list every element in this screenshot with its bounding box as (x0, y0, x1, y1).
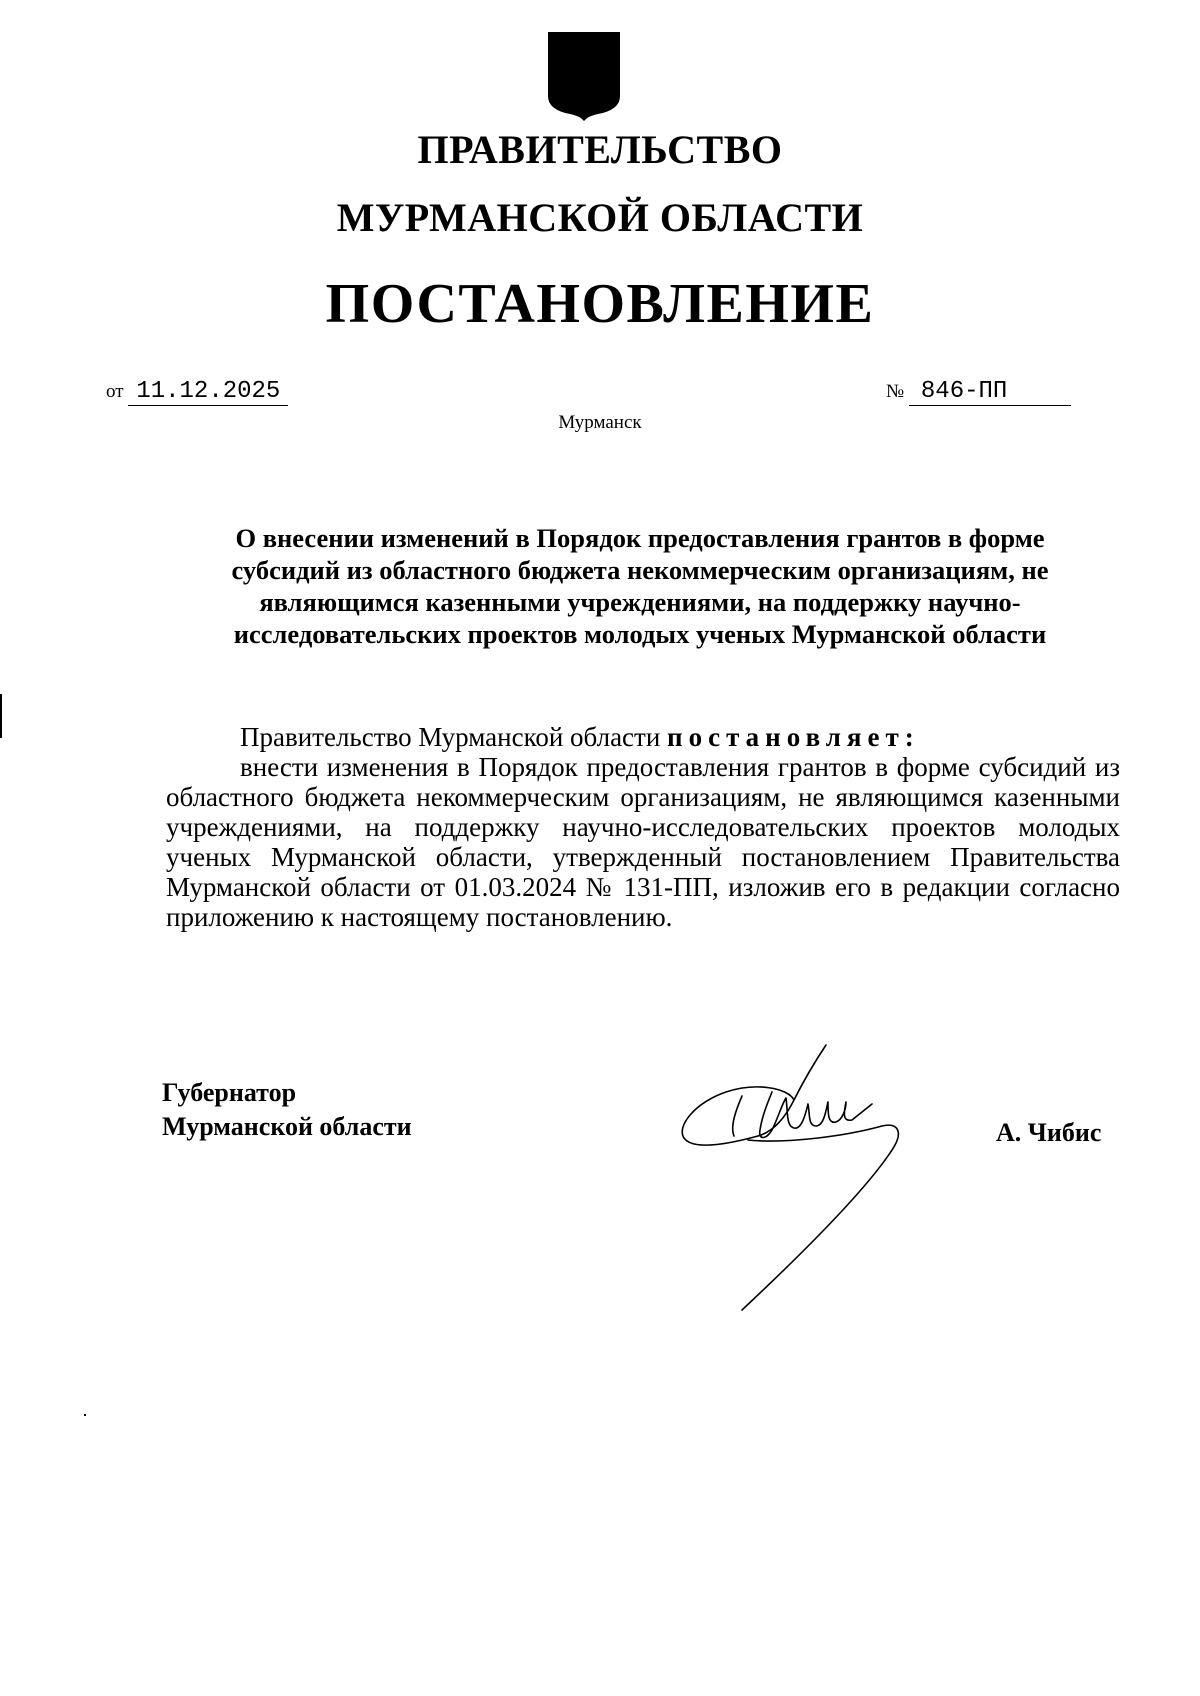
document-type-heading: ПОСТАНОВЛЕНИЕ (325, 273, 875, 335)
organization-name-line1: ПРАВИТЕЛЬСТВО (417, 127, 783, 172)
number-value: 846-ПП (909, 378, 1071, 406)
signatory-title-line1: Губернатор (162, 1078, 297, 1107)
resolution-paragraph: внести изменения в Порядок предоставления грантов в форме субсидий из областного бюджета некоммерческим организациям, не являющимся казенными учреждениями, на поддержку научно-исследовательских проектов молодых ученых Мурманской области, утвержденный постановлением Правительства Мурманской области от 01.03.2024 № 131-ПП, изложив его в редакции согласно приложению к настоящему постановлению. (166, 752, 1120, 932)
number-prefix: № (886, 381, 905, 402)
subject-line: О внесении изменений в Порядок предоставления грантов в форме (235, 523, 1045, 553)
preamble-text: Правительство Мурманской области (240, 722, 668, 752)
subject-line: субсидий из областного бюджета некоммерческим организациям, не (231, 555, 1049, 585)
scan-dot-mark (84, 1414, 86, 1416)
document-date (106, 378, 288, 406)
signatory-title-line2: Мурманской области (162, 1112, 412, 1141)
preamble (166, 722, 1120, 752)
document-body (166, 722, 1120, 932)
coat-of-arms-icon (546, 30, 622, 122)
preamble-verb: постановляет: (667, 722, 920, 752)
document-subject (190, 522, 1090, 650)
subject-line: исследовательских проектов молодых ученых Мурманской области (233, 619, 1047, 649)
city-name: Мурманск (558, 412, 642, 433)
document-number (886, 378, 1071, 406)
date-prefix: от (106, 381, 124, 402)
handwritten-signature-icon (676, 1040, 936, 1330)
signatory-title (162, 1076, 412, 1144)
organization-name-line2: МУРМАНСКОЙ ОБЛАСТИ (336, 195, 864, 240)
subject-line: являющимся казенными учреждениями, на поддержку научно- (259, 587, 1021, 617)
signatory-name: А. Чибис (996, 1118, 1102, 1147)
date-value: 11.12.2025 (128, 378, 288, 406)
scan-edge-mark (0, 694, 2, 738)
